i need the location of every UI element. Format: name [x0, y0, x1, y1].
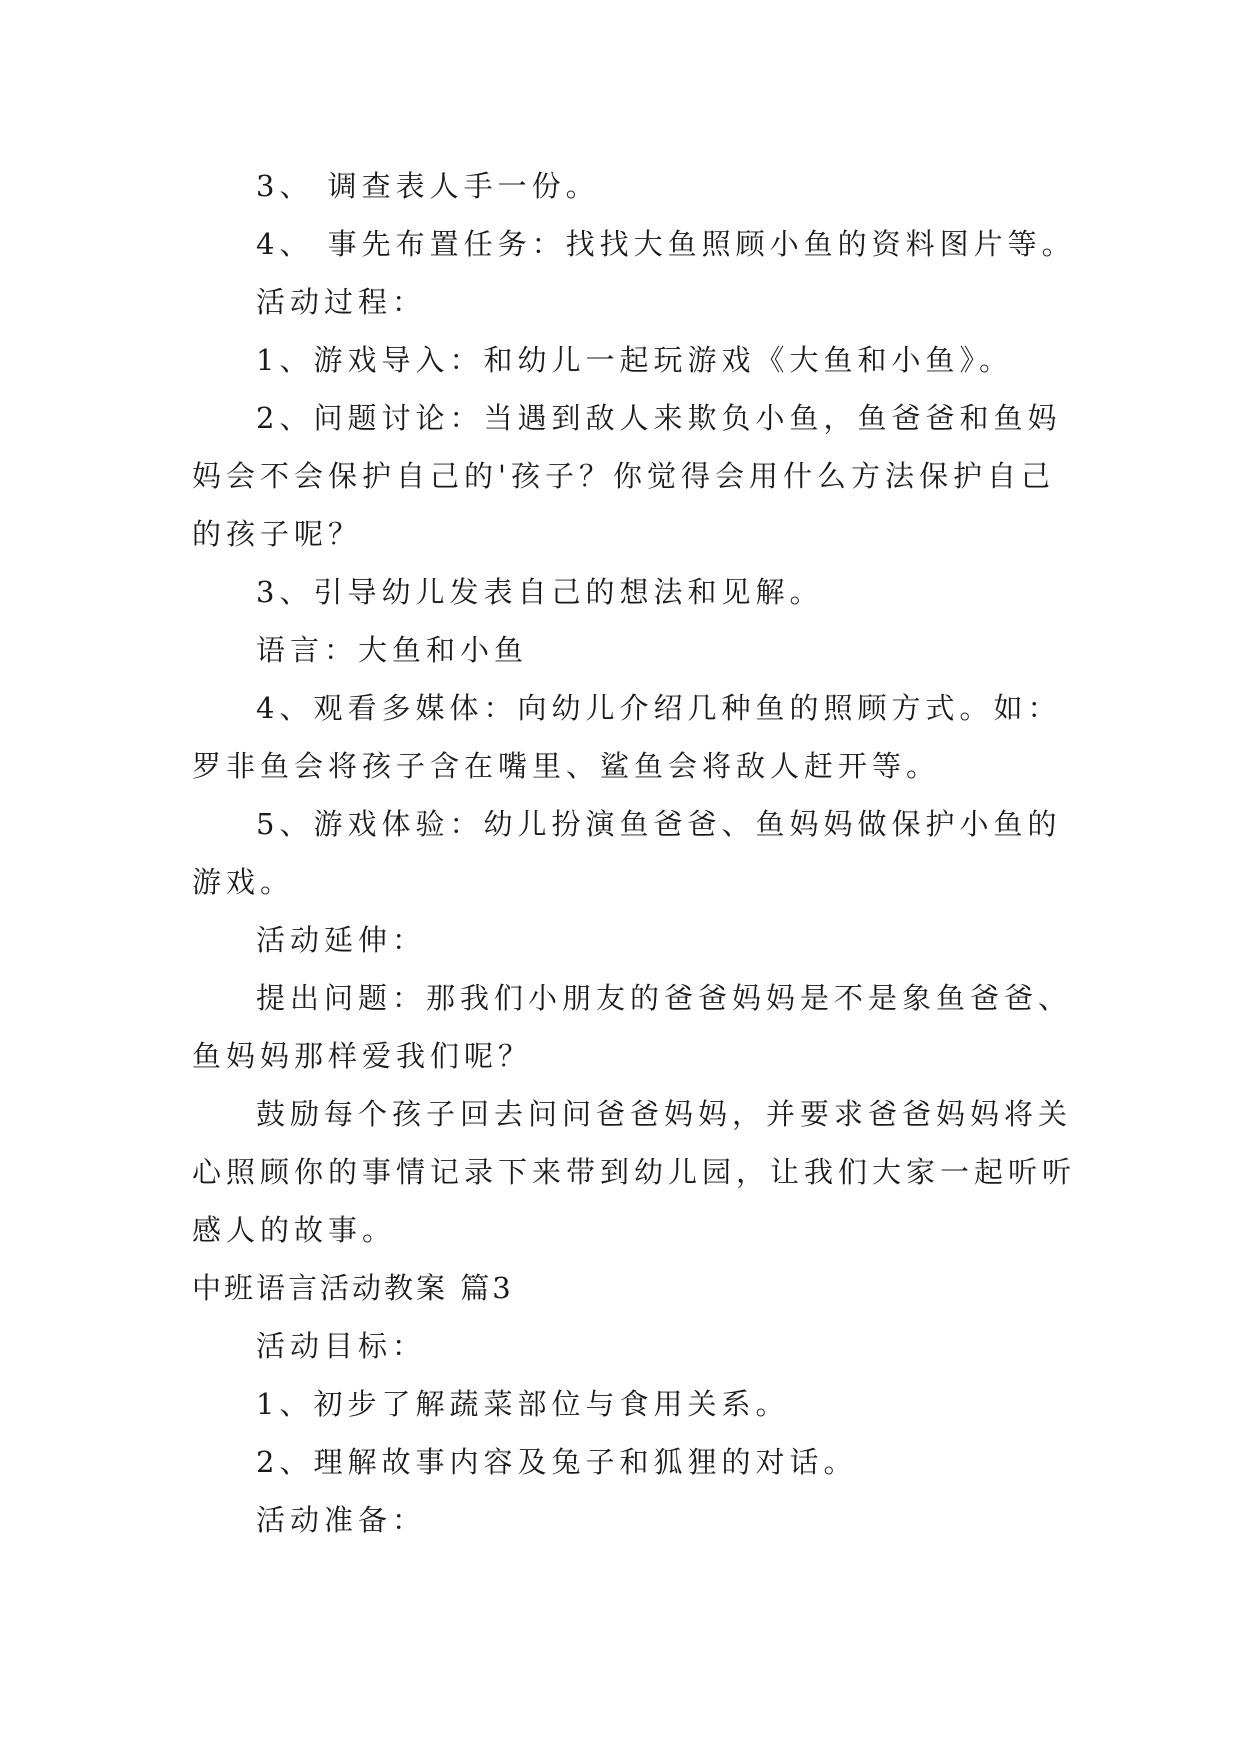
- text-line-1: 3、 调查表人手一份。: [256, 169, 600, 203]
- text-line-18: 心照顾你的事情记录下来带到幼儿园，让我们大家一起听听: [192, 1155, 1077, 1189]
- text-line-17: 鼓励每个孩子回去问问爸爸妈妈，并要求爸爸妈妈将关: [256, 1097, 1073, 1131]
- lesson-title: 中班语言活动教案 篇3: [192, 1271, 514, 1305]
- section-heading-preparation: 活动准备：: [256, 1503, 427, 1537]
- text-line-19: 感人的故事。: [192, 1213, 397, 1247]
- text-line-5: 2、问题讨论：当遇到敌人来欺负小鱼，鱼爸爸和鱼妈: [256, 401, 1062, 435]
- text-line-11: 罗非鱼会将孩子含在嘴里、鲨鱼会将敌人赶开等。: [192, 749, 941, 783]
- section-heading-goals: 活动目标：: [256, 1329, 427, 1363]
- text-line-7: 的孩子呢？: [192, 517, 363, 551]
- text-line-9: 语言：大鱼和小鱼: [256, 633, 529, 667]
- text-line-22: 1、初步了解蔬菜部位与食用关系。: [256, 1387, 790, 1421]
- text-line-15: 提出问题：那我们小朋友的爸爸妈妈是不是象鱼爸爸、: [256, 981, 1073, 1015]
- text-line-8: 3、引导幼儿发表自己的想法和见解。: [256, 575, 824, 609]
- section-heading-extension: 活动延伸：: [256, 923, 427, 957]
- section-heading-process: 活动过程：: [256, 285, 427, 319]
- text-line-13: 游戏。: [192, 865, 295, 899]
- text-line-12: 5、游戏体验：幼儿扮演鱼爸爸、鱼妈妈做保护小鱼的: [256, 807, 1062, 841]
- text-line-16: 鱼妈妈那样爱我们呢？: [192, 1039, 533, 1073]
- text-line-2: 4、 事先布置任务：找找大鱼照顾小鱼的资料图片等。: [256, 227, 1076, 261]
- text-line-6: 妈会不会保护自己的'孩子？你觉得会用什么方法保护自己: [192, 459, 1055, 493]
- text-line-4: 1、游戏导入：和幼儿一起玩游戏《大鱼和小鱼》。: [256, 343, 1013, 377]
- text-line-10: 4、观看多媒体：向幼儿介绍几种鱼的照顾方式。如：: [256, 691, 1062, 725]
- text-line-23: 2、理解故事内容及兔子和狐狸的对话。: [256, 1445, 858, 1479]
